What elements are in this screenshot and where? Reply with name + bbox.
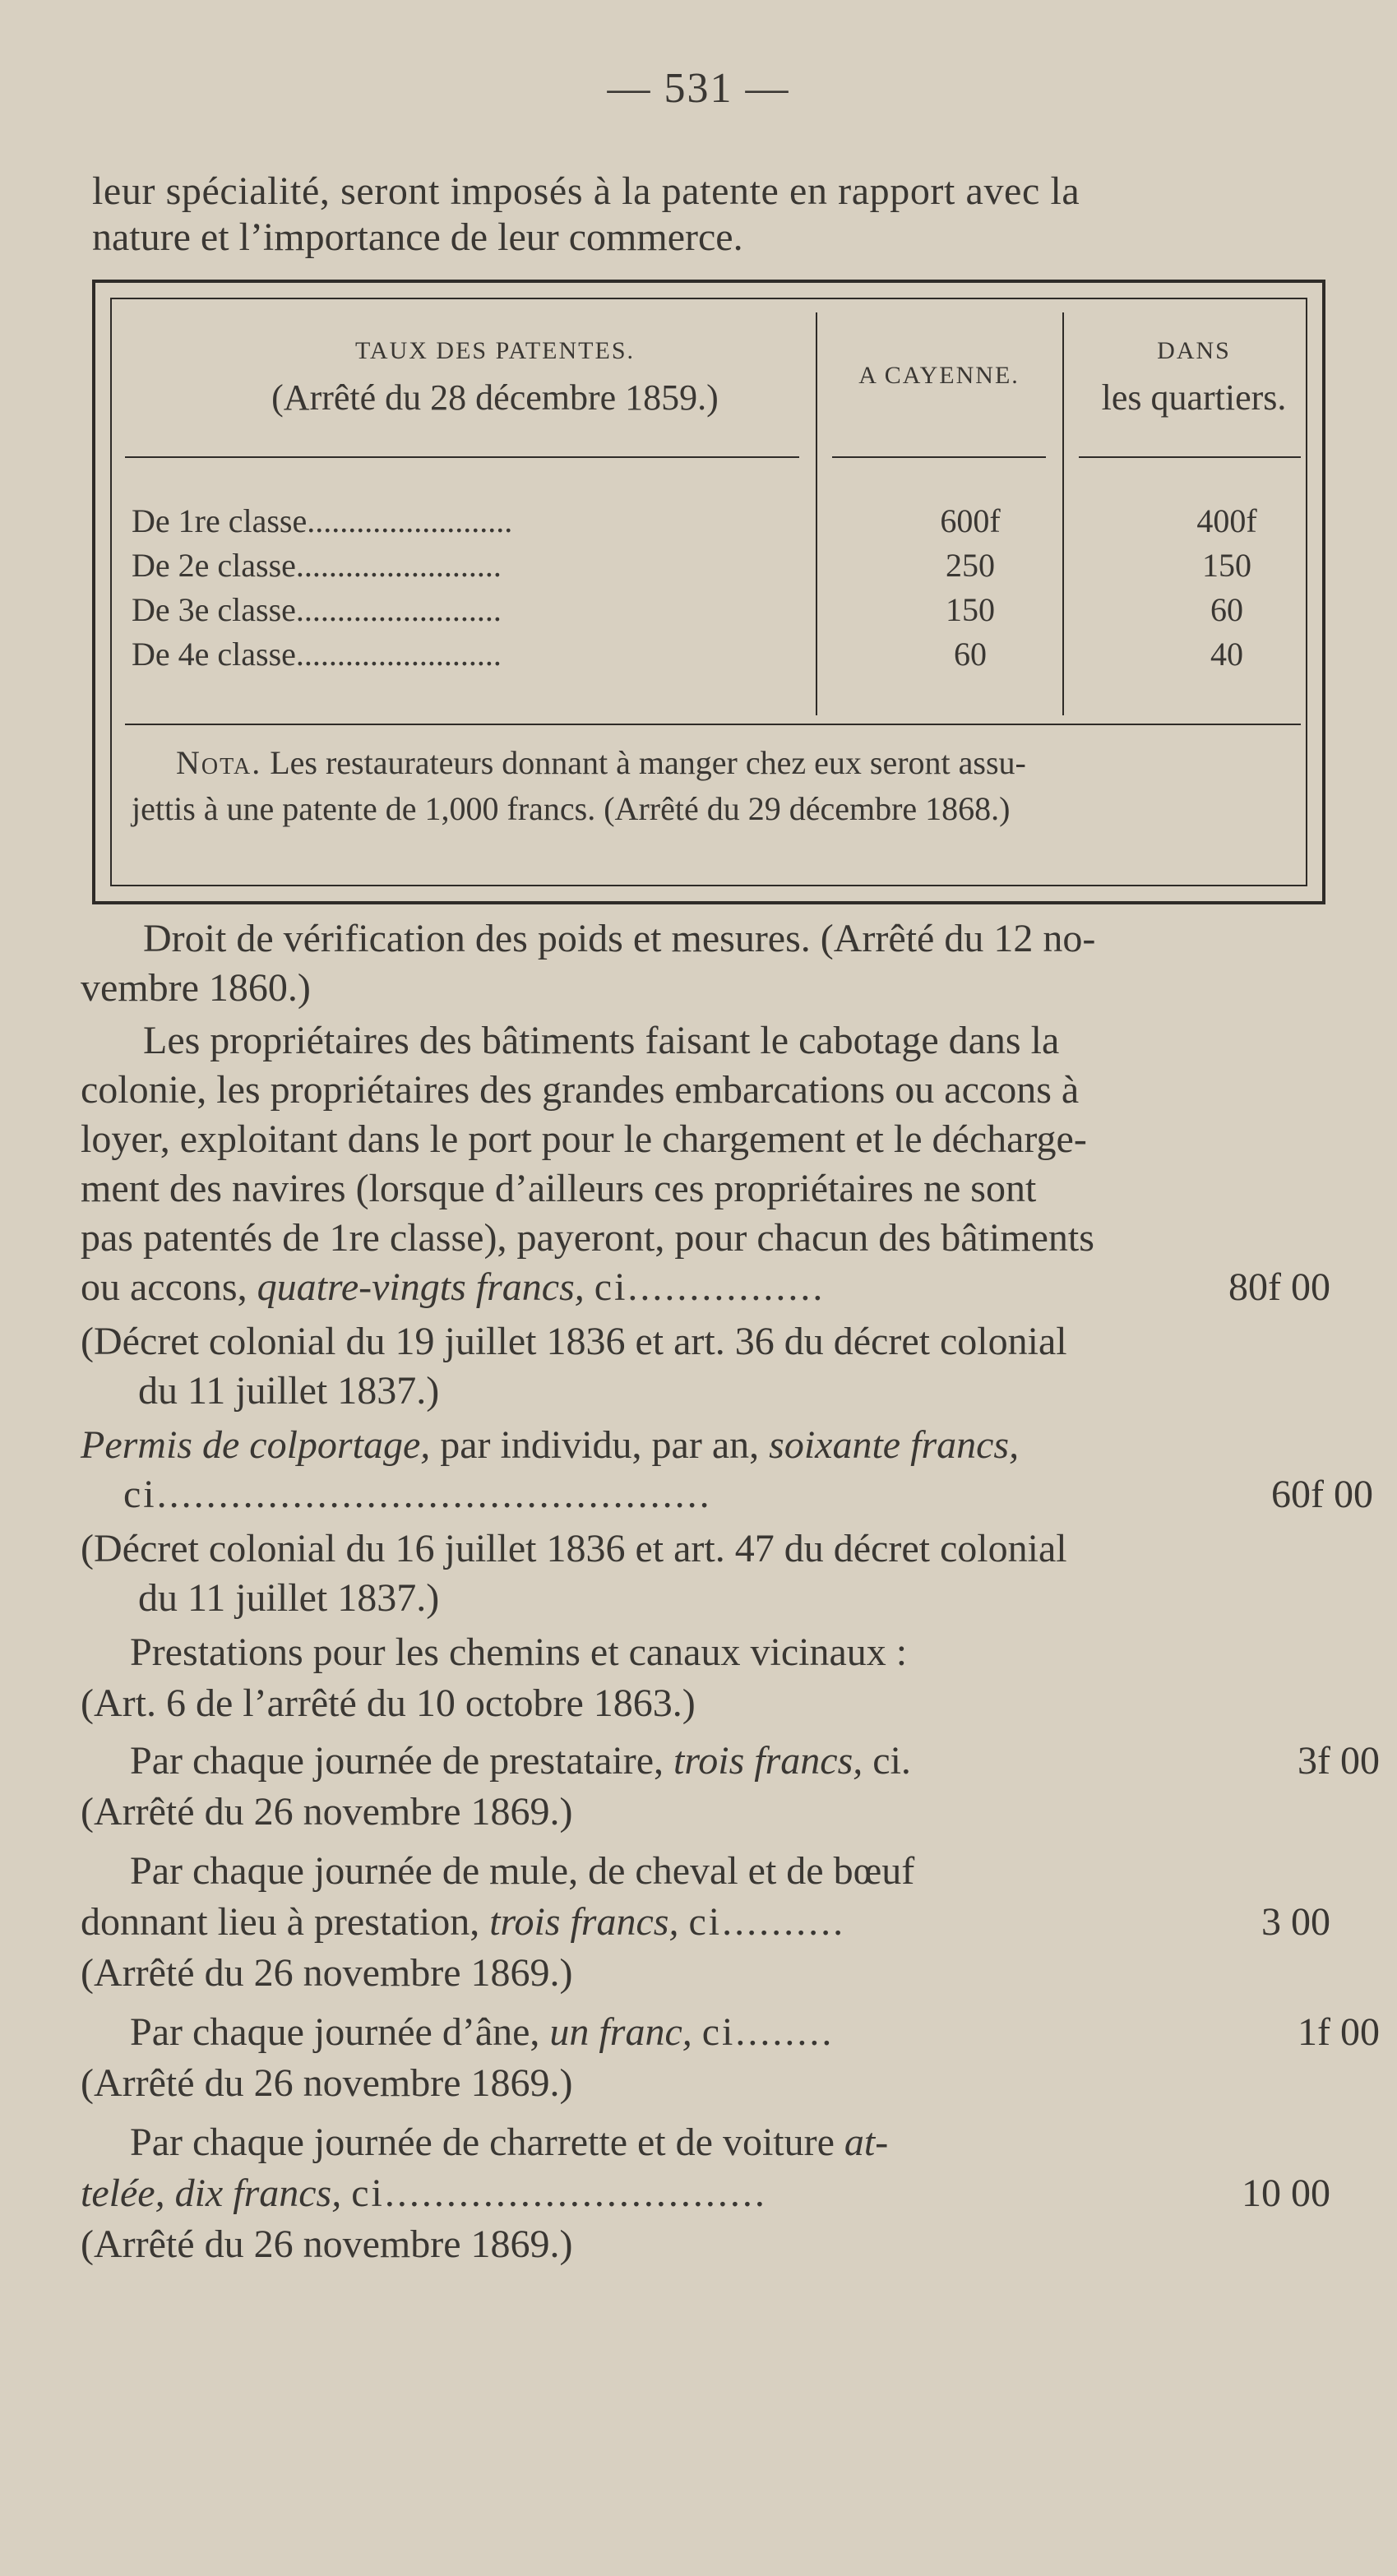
cell-cayenne: 250 <box>946 547 995 584</box>
intro-line: leur spécialité, seront imposés à la patente en rapport avec la <box>92 169 1080 213</box>
cell-cayenne: 60 <box>954 636 987 673</box>
note-text: jettis à une patente de 1,000 francs. (Arrêté du 29 décembre 1868.) <box>132 790 1011 827</box>
note-text: Les restaurateurs donnant à manger chez eux seront assu- <box>270 744 1026 781</box>
text-line: loyer, exploitant dans le port pour le chargement et le décharge- <box>81 1117 1087 1161</box>
text-line: vembre 1860.) <box>81 966 311 1010</box>
cell-quartiers: 60 <box>1210 591 1243 628</box>
text-line: Prestations pour les chemins et canaux vicinaux : <box>130 1630 908 1674</box>
row-label: De 2e classe......................... <box>132 547 502 584</box>
text-line: (Arrêté du 26 novembre 1869.) <box>81 1951 573 1995</box>
text-line: (Arrêté du 26 novembre 1869.) <box>81 1790 573 1834</box>
text-line: Par chaque journée de charrette et de voiture at- <box>130 2120 889 2164</box>
text-line: (Décret colonial du 16 juillet 1836 et art. 47 du décret colonial <box>81 1527 1067 1570</box>
row-label: De 4e classe......................... <box>132 636 502 673</box>
header-rule <box>832 456 1046 458</box>
table-row <box>132 635 1381 681</box>
amount: 10 00 <box>1242 2171 1330 2215</box>
page-number: — 531 — <box>607 65 790 112</box>
header-rule <box>1079 456 1301 458</box>
text-line: Les propriétaires des bâtiments faisant le cabotage dans la <box>143 1019 1060 1062</box>
header-cayenne: A CAYENNE. <box>858 362 1020 389</box>
note-label: Nota. <box>176 744 262 781</box>
text-line: (Décret colonial du 19 juillet 1836 et art. 36 du décret colonial <box>81 1320 1067 1363</box>
text-line: donnant lieu à prestation, trois francs, ci.......... 3 00 <box>81 1898 1330 1947</box>
text-line: Par chaque journée de prestataire, trois francs, ci. 3f 00 <box>81 1737 1380 1786</box>
intro-line: nature et l’importance de leur commerce. <box>92 215 743 259</box>
header-taux: TAUX DES PATENTES. <box>354 337 635 364</box>
text-line: Permis de colportage, par individu, par an, soixante francs, <box>81 1423 1020 1467</box>
cell-quartiers: 150 <box>1202 547 1251 584</box>
header-arrete: (Arrêté du 28 décembre 1859.) <box>271 377 719 418</box>
text-line: telée, dix francs, ci............................... 10 00 <box>81 2169 1330 2218</box>
text-line: du 11 juillet 1837.) <box>138 1576 440 1620</box>
text-line: ci............................................. 60f 00 <box>81 1470 1373 1519</box>
table-bottom-rule <box>125 724 1301 725</box>
amount: 3f 00 <box>1298 1739 1380 1783</box>
text-line: du 11 juillet 1837.) <box>138 1369 440 1413</box>
text-line: Par chaque journée de mule, de cheval et de bœuf <box>130 1849 915 1893</box>
amount: 1f 00 <box>1298 2010 1380 2054</box>
header-quartiers: les quartiers. <box>1101 377 1287 418</box>
text-line: Par chaque journée d’âne, un franc, ci........ 1f 00 <box>81 2008 1380 2057</box>
text-line: (Arrêté du 26 novembre 1869.) <box>81 2061 573 2105</box>
intro-paragraph <box>92 169 1334 261</box>
row-label: De 3e classe......................... <box>132 591 502 628</box>
table-note <box>132 740 1283 832</box>
text-line: ou accons, quatre-vingts francs, ci................ 80f 00 <box>81 1263 1330 1312</box>
amount: 80f 00 <box>1228 1265 1330 1309</box>
cell-cayenne: 150 <box>946 591 995 628</box>
table-row <box>132 502 1381 548</box>
text-line: pas patentés de 1re classe), payeront, pour chacun des bâtiments <box>81 1216 1094 1260</box>
header-rule <box>125 456 799 458</box>
amount: 60f 00 <box>1271 1473 1373 1516</box>
table-row <box>132 546 1381 592</box>
cell-quartiers: 40 <box>1210 636 1243 673</box>
text-line: (Arrêté du 26 novembre 1869.) <box>81 2222 573 2266</box>
amount: 3 00 <box>1261 1900 1330 1944</box>
header-dans: DANS <box>1157 337 1231 364</box>
text-line: colonie, les propriétaires des grandes embarcations ou accons à <box>81 1068 1080 1112</box>
text-line: (Art. 6 de l’arrêté du 10 octobre 1863.) <box>81 1681 696 1725</box>
cell-quartiers: 400f <box>1196 502 1257 539</box>
tax-rates-table <box>92 280 1325 904</box>
table-row <box>132 590 1381 636</box>
text-line: Droit de vérification des poids et mesures. (Arrêté du 12 no- <box>143 917 1096 960</box>
text-line: ment des navires (lorsque d’ailleurs ces propriétaires ne sont <box>81 1167 1037 1210</box>
cell-cayenne: 600f <box>940 502 1001 539</box>
row-label: De 1re classe......................... <box>132 502 513 539</box>
